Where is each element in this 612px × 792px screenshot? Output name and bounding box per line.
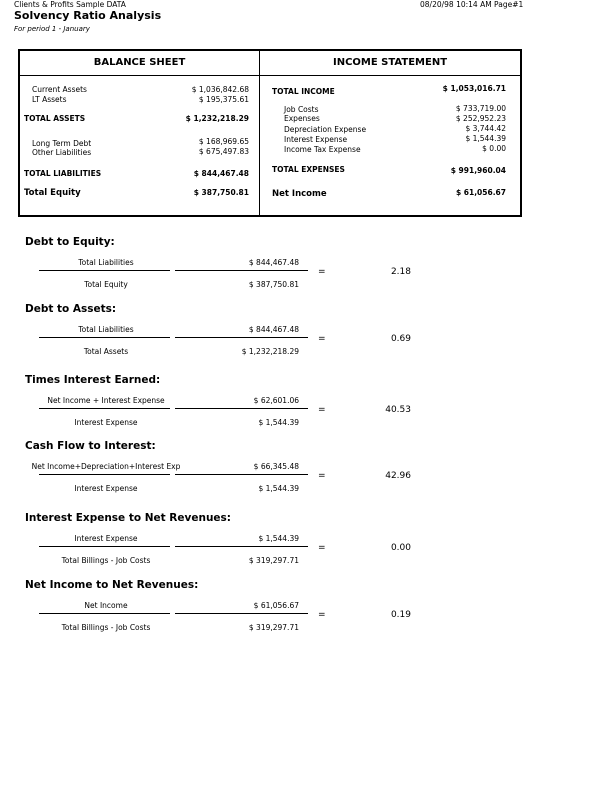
job-costs-label: Job Costs — [284, 105, 319, 114]
ratio-result: 0.00 — [390, 543, 411, 553]
numerator-label: Total Liabilities — [78, 325, 134, 334]
total-equity-value: $ 387,750.81 — [193, 188, 249, 197]
long-term-debt-label: Long Term Debt — [32, 139, 92, 148]
report-datetime: 08/20/98 10:14 AM Page#1 — [420, 0, 524, 9]
equals-sign: = — [318, 267, 326, 277]
ratio-result: 42.96 — [385, 471, 411, 481]
denominator-label: Interest Expense — [74, 418, 138, 427]
interest-expense-value: $ 1,544.39 — [465, 134, 506, 143]
ratio-title: Cash Flow to Interest: — [25, 440, 156, 452]
fraction-line-right — [175, 613, 308, 614]
total-assets-value: $ 1,232,218.29 — [185, 114, 249, 123]
equals-sign: = — [318, 405, 326, 415]
company-name: Clients & Profits Sample DATA — [14, 0, 126, 9]
report-period: For period 1 - January — [14, 25, 90, 33]
total-liabilities-value: $ 844,467.48 — [193, 169, 249, 178]
denominator-value: $ 387,750.81 — [248, 280, 299, 289]
fraction-line-right — [175, 270, 308, 271]
numerator-value: $ 61,056.67 — [253, 601, 299, 610]
numerator-value: $ 1,544.39 — [258, 534, 299, 543]
equals-sign: = — [318, 610, 326, 620]
numerator-label: Net Income — [84, 601, 128, 610]
income-statement-title: INCOME STATEMENT — [332, 57, 448, 68]
fraction-line-right — [175, 337, 308, 338]
lt-assets-value: $ 195,375.61 — [198, 95, 249, 104]
net-income-label: Net Income — [272, 189, 327, 199]
numerator-value: $ 66,345.48 — [253, 462, 299, 471]
numerator-label: Net Income + Interest Expense — [47, 396, 165, 405]
ratio-title: Debt to Assets: — [25, 303, 117, 315]
summary-box — [18, 49, 522, 217]
denominator-value: $ 1,232,218.29 — [241, 347, 299, 356]
numerator-value: $ 844,467.48 — [248, 325, 299, 334]
fraction-line-left — [39, 474, 170, 475]
numerator-label: Total Liabilities — [78, 258, 134, 267]
fraction-line-right — [175, 546, 308, 547]
depreciation-value: $ 3,744.42 — [465, 124, 506, 133]
ratio-result: 2.18 — [390, 267, 411, 277]
ratio-title: Net Income to Net Revenues: — [25, 579, 199, 591]
total-income-value: $ 1,053,016.71 — [442, 84, 506, 93]
income-tax-label: Income Tax Expense — [284, 145, 361, 154]
job-costs-value: $ 733,719.00 — [455, 104, 506, 113]
expenses-value: $ 252,952.23 — [455, 114, 506, 123]
denominator-value: $ 1,544.39 — [258, 418, 299, 427]
numerator-label: Net Income+Depreciation+Interest Exp — [31, 462, 181, 471]
other-liabilities-label: Other Liabilities — [32, 148, 92, 157]
fraction-line-left — [39, 408, 170, 409]
denominator-value: $ 319,297.71 — [248, 556, 299, 565]
report-title: Solvency Ratio Analysis — [14, 9, 162, 22]
ratio-title: Debt to Equity: — [25, 236, 115, 248]
ratio-result: 0.19 — [390, 610, 411, 620]
box-header-rule — [20, 75, 520, 76]
denominator-value: $ 1,544.39 — [258, 484, 299, 493]
ratio-title: Times Interest Earned: — [25, 374, 161, 386]
ratio-result: 0.69 — [390, 334, 411, 344]
current-assets-value: $ 1,036,842.68 — [191, 85, 249, 94]
numerator-label: Interest Expense — [74, 534, 138, 543]
fraction-line-right — [175, 474, 308, 475]
fraction-line-left — [39, 546, 170, 547]
total-expenses-label: TOTAL EXPENSES — [272, 165, 345, 174]
ratio-result: 40.53 — [385, 405, 411, 415]
denominator-label: Total Billings - Job Costs — [61, 623, 151, 632]
depreciation-label: Depreciation Expense — [284, 125, 367, 134]
total-income-label: TOTAL INCOME — [272, 87, 335, 96]
long-term-debt-value: $ 168,969.65 — [198, 137, 249, 146]
fraction-line-left — [39, 270, 170, 271]
current-assets-label: Current Assets — [32, 85, 87, 94]
numerator-value: $ 62,601.06 — [253, 396, 299, 405]
lt-assets-label: LT Assets — [32, 95, 67, 104]
fraction-line-right — [175, 408, 308, 409]
total-liabilities-label: TOTAL LIABILITIES — [24, 169, 102, 178]
total-assets-label: TOTAL ASSETS — [24, 114, 86, 123]
denominator-label: Total Equity — [84, 280, 128, 289]
other-liabilities-value: $ 675,497.83 — [198, 147, 249, 156]
net-income-value: $ 61,056.67 — [455, 188, 506, 197]
total-expenses-value: $ 991,960.04 — [450, 166, 506, 175]
expenses-label: Expenses — [284, 114, 320, 123]
numerator-value: $ 844,467.48 — [248, 258, 299, 267]
equals-sign: = — [318, 471, 326, 481]
denominator-value: $ 319,297.71 — [248, 623, 299, 632]
equals-sign: = — [318, 543, 326, 553]
denominator-label: Interest Expense — [74, 484, 138, 493]
total-equity-label: Total Equity — [24, 188, 81, 198]
equals-sign: = — [318, 334, 326, 344]
ratio-title: Interest Expense to Net Revenues: — [25, 512, 231, 524]
fraction-line-left — [39, 613, 170, 614]
interest-expense-label: Interest Expense — [284, 135, 348, 144]
denominator-label: Total Assets — [83, 347, 129, 356]
balance-sheet-title: BALANCE SHEET — [93, 57, 186, 68]
denominator-label: Total Billings - Job Costs — [61, 556, 151, 565]
fraction-line-left — [39, 337, 170, 338]
income-tax-value: $ 0.00 — [482, 144, 506, 153]
